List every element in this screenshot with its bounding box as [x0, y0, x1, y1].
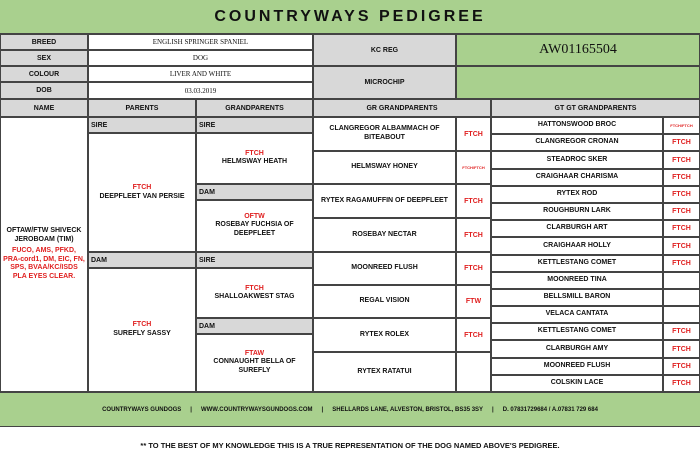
footer-address: SHELLARDS LANE, ALVESTON, BRISTOL, BS35 3SY — [332, 406, 484, 413]
dob-value: 03.03.2019 — [88, 82, 313, 99]
gt-gt-grandparent-title: FTCH — [663, 358, 700, 375]
gt-gt-grandparent-title: FTCH — [663, 203, 700, 220]
gr-grandparent-name: MOONREED FLUSH — [313, 252, 456, 285]
gr-grandparent-name: RYTEX RAGAMUFFIN OF DEEPFLEET — [313, 184, 456, 218]
gt-gt-grandparent-title — [663, 289, 700, 306]
gt-gt-grandparent-name: ROUGHBURN LARK — [491, 203, 663, 220]
gt-gt-grandparent-title: FTCH — [663, 186, 700, 203]
colour-label: COLOUR — [0, 66, 88, 82]
kc-reg-label: KC REG — [313, 34, 456, 66]
gt-gt-grandparent-name: CRAIGHAAR HOLLY — [491, 237, 663, 255]
gr-grandparent-title: FTCH — [456, 318, 491, 352]
gr-grandparent-name: HELMSWAY HONEY — [313, 151, 456, 184]
grandparent-dd-title: FTAW — [244, 350, 265, 358]
grandparent-sd-name: ROSEBAY FUCHSIA OF DEEPFLEET — [215, 221, 294, 237]
title-band — [0, 0, 700, 34]
footer-band — [0, 392, 700, 427]
grandparent-dd-name: CONNAUGHT BELLA OF SUREFLY — [213, 358, 296, 374]
footer-separator: | — [321, 406, 324, 413]
column-header-gt-gt-grandparents: GT GT GRANDPARENTS — [491, 99, 700, 117]
gr-grandparent-title — [456, 352, 491, 392]
gt-gt-grandparent-name: RYTEX ROD — [491, 186, 663, 203]
footer-separator: | — [492, 406, 494, 413]
gt-gt-grandparent-title: FTCH — [663, 151, 700, 169]
gt-gt-grandparent-name: CLARBURGH AMY — [491, 340, 663, 358]
gt-gt-grandparent-title: FTCH — [663, 237, 700, 255]
dog-name-cell — [0, 117, 88, 392]
gt-gt-grandparent-title — [663, 306, 700, 323]
sire-name: DEEPFLEET VAN PERSIE — [99, 192, 185, 200]
grandparent-ss-cell — [196, 133, 313, 184]
dam-cell — [88, 268, 196, 392]
gt-gt-grandparent-title: FTCH — [663, 169, 700, 186]
granddam-2-tag: DAM — [196, 318, 313, 334]
footer-company: COUNTRYWAYS GUNDOGS — [102, 406, 182, 413]
gt-gt-grandparent-name: KETTLESTANG COMET — [491, 255, 663, 272]
gt-gt-grandparent-title: FTCH — [663, 375, 700, 392]
gr-grandparent-name: REGAL VISION — [313, 285, 456, 318]
column-header-gr-grandparents: GR GRANDPARENTS — [313, 99, 491, 117]
gt-gt-grandparent-title — [663, 272, 700, 289]
column-header-parents: PARENTS — [88, 99, 196, 117]
column-header-name: NAME — [0, 99, 88, 117]
grandparent-ds-title: FTCH — [245, 284, 264, 292]
gt-gt-grandparent-name: KETTLESTANG COMET — [491, 323, 663, 340]
dam-title: FTCH — [132, 321, 152, 329]
dog-health-tests: FUCO, AMS, PFKD, PRA-cord1, DM, EIC, FN, SPS, BVAA/KC/ISDS PLA EYES CLEAR. — [3, 246, 85, 280]
grandparent-ds-name: SHALLOAKWEST STAG — [214, 292, 295, 300]
footer-phone: D. 07831729684 / A.07831 729 684 — [502, 406, 598, 413]
gt-gt-grandparent-title: FTCH — [663, 134, 700, 151]
gt-gt-grandparent-name: BELLSMILL BARON — [491, 289, 663, 306]
column-header-grandparents: GRANDPARENTS — [196, 99, 313, 117]
grandparent-ds-cell — [196, 268, 313, 318]
gr-grandparent-title: FTCH — [456, 252, 491, 285]
gt-gt-grandparent-title: FTCH — [663, 340, 700, 358]
grandparent-ss-title: FTCH — [245, 150, 264, 158]
gr-grandparent-title: FTCH — [456, 117, 491, 151]
granddam-1-tag: DAM — [196, 184, 313, 200]
gt-gt-grandparent-title: FTCH/FTCH — [663, 117, 700, 134]
gr-grandparent-name: ROSEBAY NECTAR — [313, 218, 456, 252]
gr-grandparent-name: RYTEX RATATUI — [313, 352, 456, 392]
dam-name: SUREFLY SASSY — [113, 330, 171, 338]
sire-tag: SIRE — [88, 117, 196, 133]
sire-title: FTCH — [132, 183, 152, 191]
grandparent-sd-title: OFTW — [244, 213, 265, 221]
microchip-label: MICROCHIP — [313, 66, 456, 99]
sire-cell — [88, 133, 196, 252]
grandparent-sd-cell — [196, 200, 313, 252]
gr-grandparent-name: RYTEX ROLEX — [313, 318, 456, 352]
gt-gt-grandparent-name: CLANGREGOR CRONAN — [491, 134, 663, 151]
kc-reg-value: AW01165504 — [456, 34, 700, 66]
gt-gt-grandparent-name: MOONREED TINA — [491, 272, 663, 289]
page-title: COUNTRYWAYS PEDIGREE — [214, 7, 486, 25]
gt-gt-grandparent-title: FTCH — [663, 255, 700, 272]
gr-grandparent-title: FTCH/FTCH — [456, 151, 491, 184]
gt-gt-grandparent-name: MOONREED FLUSH — [491, 358, 663, 375]
sex-label: SEX — [0, 50, 88, 66]
footer-website[interactable]: WWW.COUNTRYWAYSGUNDOGS.COM — [200, 406, 313, 413]
breed-label: BREED — [0, 34, 88, 50]
microchip-value — [456, 66, 700, 99]
sex-value: DOG — [88, 50, 313, 66]
gr-grandparent-title: FTW — [456, 285, 491, 318]
gt-gt-grandparent-name: HATTONSWOOD BROC — [491, 117, 663, 134]
gr-grandparent-title: FTCH — [456, 218, 491, 252]
gt-gt-grandparent-name: COLSKIN LACE — [491, 375, 663, 392]
gt-gt-grandparent-name: CRAIGHAAR CHARISMA — [491, 169, 663, 186]
disclaimer: ** TO THE BEST OF MY KNOWLEDGE THIS IS A TRUE REPRESENTATION OF THE DOG NAMED ABOVE'S PEDIGREE. — [140, 441, 560, 450]
gt-gt-grandparent-title: FTCH — [663, 220, 700, 237]
gt-gt-grandparent-name: CLARBURGH ART — [491, 220, 663, 237]
grandsire-1-tag: SIRE — [196, 117, 313, 133]
grandparent-dd-cell — [196, 334, 313, 392]
gr-grandparent-title: FTCH — [456, 184, 491, 218]
gr-grandparent-name: CLANGREGOR ALBAMMACH OF BITEABOUT — [313, 117, 456, 151]
gt-gt-grandparent-title: FTCH — [663, 323, 700, 340]
breed-value: ENGLISH SPRINGER SPANIEL — [88, 34, 313, 50]
colour-value: LIVER AND WHITE — [88, 66, 313, 82]
gt-gt-grandparent-name: STEADROC SKER — [491, 151, 663, 169]
dog-name: OFTAW/FTW SHIVECK JEROBOAM (TIM) — [6, 227, 82, 243]
dam-tag: DAM — [88, 252, 196, 268]
dob-label: DOB — [0, 82, 88, 99]
grandparent-ss-name: HELMSWAY HEATH — [221, 158, 288, 166]
gt-gt-grandparent-name: VELACA CANTATA — [491, 306, 663, 323]
footer-separator: | — [190, 406, 192, 413]
grandsire-2-tag: SIRE — [196, 252, 313, 268]
